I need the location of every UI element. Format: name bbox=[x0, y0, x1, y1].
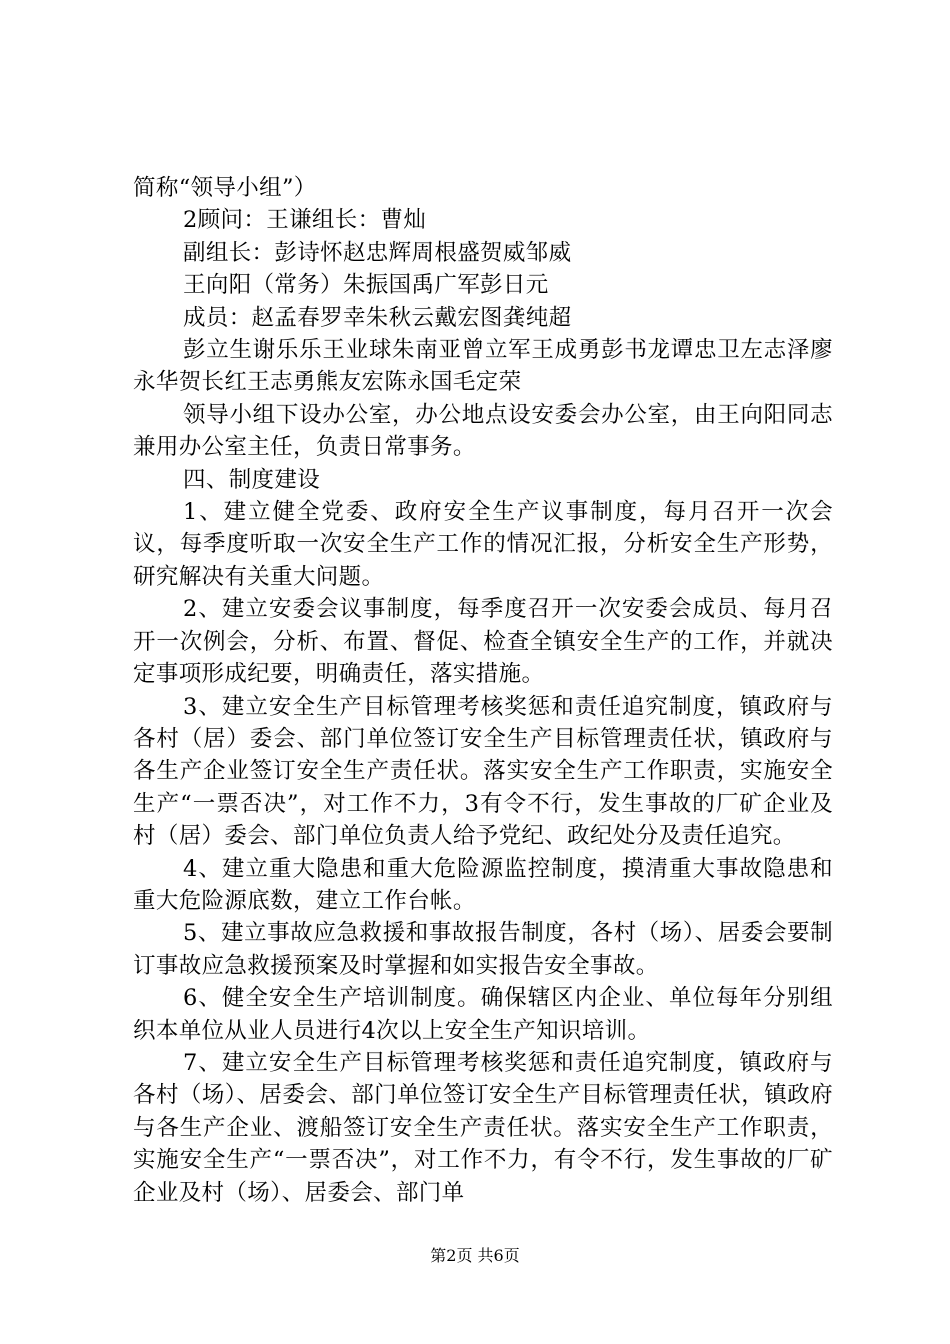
paragraph-14: 6、健全安全生产培训制度。确保辖区内企业、单位每年分别组织本单位从业人员进行4次以上安全生产知识培训。 bbox=[133, 985, 833, 1044]
paragraph-5: 成员：赵孟春罗幸朱秋云戴宏图龚纯超 bbox=[183, 304, 572, 331]
paragraph-3: 副组长：彭诗怀赵忠辉周根盛贺威邹威 bbox=[183, 239, 572, 266]
paragraph-13: 5、建立事故应急救援和事故报告制度，各村（场）、居委会要制订事故应急救援预案及时掌握和如实报告安全事故。 bbox=[133, 920, 833, 979]
paragraph-2: 2顾问：王谦组长：曹灿 bbox=[183, 207, 427, 234]
paragraph-10: 2、建立安委会议事制度，每季度召开一次安委会成员、每月召开一次例会，分析、布置、督促、检查全镇安全生产的工作，并就决定事项形成纪要，明确责任，落实措施。 bbox=[133, 596, 833, 688]
page-footer bbox=[0, 1246, 950, 1266]
page-number-label: 第2页 共6页 bbox=[430, 1246, 520, 1265]
paragraph-4: 王向阳（常务）朱振国禹广军彭日元 bbox=[183, 272, 549, 299]
document-body bbox=[133, 172, 833, 1209]
section-heading: 四、制度建设 bbox=[183, 466, 321, 493]
paragraph-1: 简称“领导小组”） bbox=[133, 175, 317, 201]
paragraph-15: 7、建立安全生产目标管理考核奖惩和责任追究制度，镇政府与各村（场）、居委会、部门单位签订安全生产目标管理责任状，镇政府与各生产企业、渡船签订安全生产责任状。落实安全生产工作职责，实施安全生产“一票否决”，对工作不力，有令不行，发生事故的厂矿企业及村（场）、居委会、部门单 bbox=[133, 1049, 833, 1206]
paragraph-12: 4、建立重大隐患和重大危险源监控制度，摸清重大事故隐患和重大危险源底数，建立工作台帐。 bbox=[133, 855, 833, 914]
paragraph-9: 1、建立健全党委、政府安全生产议事制度，每月召开一次会议，每季度听取一次安全生产工作的情况汇报，分析安全生产形势，研究解决有关重大问题。 bbox=[133, 499, 833, 590]
paragraph-6: 彭立生谢乐乐王业球朱南亚曾立军王成勇彭书龙谭忠卫左志泽廖永华贺长红王志勇熊友宏陈永国毛定荣 bbox=[133, 337, 833, 396]
paragraph-11: 3、建立安全生产目标管理考核奖惩和责任追究制度，镇政府与各村（居）委会、部门单位签订安全生产目标管理责任状，镇政府与各生产企业签订安全生产责任状。落实安全生产工作职责，实施安全生产“一票否决”，对工作不力，3有令不行，发生事故的厂矿企业及村（居）委会、部门单位负责人给予党纪、政纪处分及责任追究。 bbox=[133, 693, 833, 850]
paragraph-7: 领导小组下设办公室，办公地点设安委会办公室，由王向阳同志兼用办公室主任，负责日常事务。 bbox=[133, 401, 833, 461]
